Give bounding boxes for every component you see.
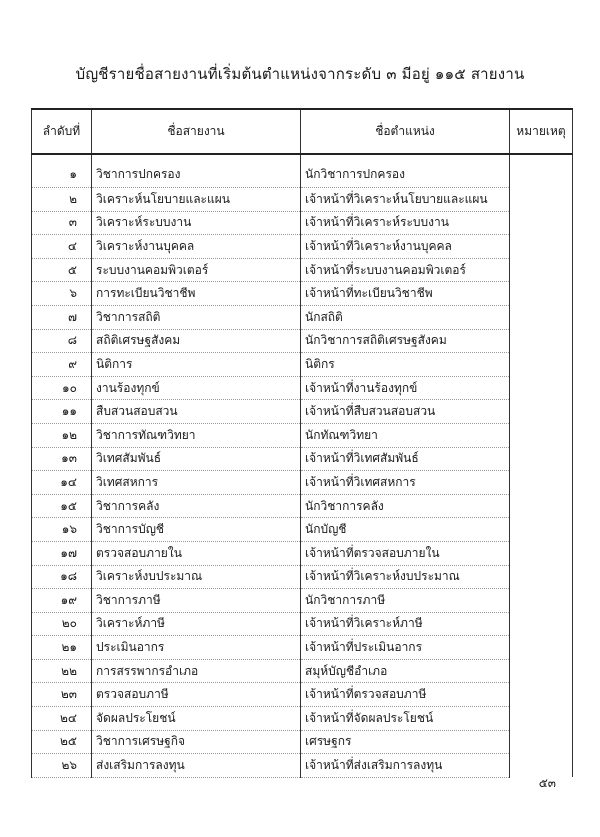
position-name: เจ้าหน้าที่วิเคราะห์ระบบงาน	[301, 211, 510, 235]
row-number: ๑๐	[32, 376, 92, 400]
field-name: วิชาการคลัง	[92, 494, 301, 518]
table-row	[32, 282, 573, 306]
field-name: ตรวจสอบภายใน	[92, 541, 301, 565]
table-row	[32, 447, 573, 471]
note-cell	[510, 329, 573, 353]
row-number: ๒๖	[32, 754, 92, 778]
table-row	[32, 636, 573, 660]
row-number: ๑๑	[32, 400, 92, 424]
table-row	[32, 329, 573, 353]
table-row	[32, 707, 573, 731]
table-row	[32, 258, 573, 282]
position-name: เจ้าหน้าที่ระบบงานคอมพิวเตอร์	[301, 258, 510, 282]
table-row	[32, 400, 573, 424]
field-name: วิเคราะห์นโยบายและแผน	[92, 188, 301, 212]
table-body	[32, 154, 573, 777]
table-row	[32, 423, 573, 447]
position-name: เจ้าหน้าที่ตรวจสอบภาษี	[301, 683, 510, 707]
position-name: เจ้าหน้าที่ทะเบียนวิชาชีพ	[301, 282, 510, 306]
note-cell	[510, 305, 573, 329]
note-cell	[510, 683, 573, 707]
note-cell	[510, 730, 573, 754]
row-number: ๒๓	[32, 683, 92, 707]
header-note: หมายเหตุ	[510, 109, 573, 154]
table-row	[32, 683, 573, 707]
field-name: ประเมินอากร	[92, 636, 301, 660]
field-name: วิชาการสถิติ	[92, 305, 301, 329]
field-name: วิเทศสหการ	[92, 471, 301, 495]
note-cell	[510, 423, 573, 447]
positions-table-container	[31, 108, 572, 778]
table-row	[32, 154, 573, 188]
field-name: วิชาการบัญชี	[92, 518, 301, 542]
field-name: นิติการ	[92, 353, 301, 377]
field-name: จัดผลประโยชน์	[92, 707, 301, 731]
field-name: วิเคราะห์ระบบงาน	[92, 211, 301, 235]
field-name: วิเคราะห์งบประมาณ	[92, 565, 301, 589]
note-cell	[510, 235, 573, 259]
position-name: เจ้าหน้าที่จัดผลประโยชน์	[301, 707, 510, 731]
row-number: ๑๕	[32, 494, 92, 518]
table-row	[32, 589, 573, 613]
page-title: บัญชีรายชื่อสายงานที่เริ่มต้นตำแหน่งจากระดับ ๓ มีอยู่ ๑๑๕ สายงาน	[75, 65, 525, 83]
field-name: ส่งเสริมการลงทุน	[92, 754, 301, 778]
position-name: นักวิชาการสถิติเศรษฐสังคม	[301, 329, 510, 353]
note-cell	[510, 400, 573, 424]
note-cell	[510, 471, 573, 495]
field-name: วิเคราะห์งานบุคคล	[92, 235, 301, 259]
field-name: งานร้องทุกข์	[92, 376, 301, 400]
row-number: ๑๔	[32, 471, 92, 495]
row-number: ๑๘	[32, 565, 92, 589]
table-row	[32, 353, 573, 377]
position-name: เจ้าหน้าที่ส่งเสริมการลงทุน	[301, 754, 510, 778]
note-cell	[510, 282, 573, 306]
field-name: วิชาการเศรษฐกิจ	[92, 730, 301, 754]
position-name: นักบัญชี	[301, 518, 510, 542]
table-row	[32, 471, 573, 495]
note-cell	[510, 211, 573, 235]
row-number: ๒๕	[32, 730, 92, 754]
row-number: ๗	[32, 305, 92, 329]
header-field: ชื่อสายงาน	[92, 109, 301, 154]
field-name: การทะเบียนวิชาชีพ	[92, 282, 301, 306]
row-number: ๕	[32, 258, 92, 282]
row-number: ๒๐	[32, 612, 92, 636]
row-number: ๑๓	[32, 447, 92, 471]
position-name: เจ้าหน้าที่ตรวจสอบภายใน	[301, 541, 510, 565]
field-name: วิชาการทัณฑวิทยา	[92, 423, 301, 447]
row-number: ๑๖	[32, 518, 92, 542]
table-row	[32, 565, 573, 589]
row-number: ๙	[32, 353, 92, 377]
table-row	[32, 305, 573, 329]
position-name: เจ้าหน้าที่วิเคราะห์นโยบายและแผน	[301, 188, 510, 212]
note-cell	[510, 636, 573, 660]
field-name: วิเทศสัมพันธ์	[92, 447, 301, 471]
position-name: เจ้าหน้าที่สืบสวนสอบสวน	[301, 400, 510, 424]
row-number: ๒๒	[32, 659, 92, 683]
header-no: ลำดับที่	[32, 109, 92, 154]
note-cell	[510, 518, 573, 542]
field-name: ตรวจสอบภาษี	[92, 683, 301, 707]
note-cell	[510, 659, 573, 683]
note-cell	[510, 565, 573, 589]
row-number: ๓	[32, 211, 92, 235]
note-cell	[510, 154, 573, 188]
note-cell	[510, 541, 573, 565]
position-name: เจ้าหน้าที่วิเคราะห์งานบุคคล	[301, 235, 510, 259]
note-cell	[510, 188, 573, 212]
note-cell	[510, 494, 573, 518]
table-row	[32, 754, 573, 778]
position-name: นักทัณฑวิทยา	[301, 423, 510, 447]
note-cell	[510, 258, 573, 282]
row-number: ๑๒	[32, 423, 92, 447]
positions-table	[31, 108, 573, 778]
table-header-row	[32, 109, 573, 154]
row-number: ๒๔	[32, 707, 92, 731]
position-name: เจ้าหน้าที่วิเคราะห์งบประมาณ	[301, 565, 510, 589]
position-name: นักวิชาการปกครอง	[301, 154, 510, 188]
table-row	[32, 494, 573, 518]
table-row	[32, 730, 573, 754]
table-row	[32, 612, 573, 636]
table-row	[32, 659, 573, 683]
table-row	[32, 235, 573, 259]
row-number: ๑๙	[32, 589, 92, 613]
position-name: เจ้าหน้าที่ประเมินอากร	[301, 636, 510, 660]
header-position: ชื่อตำแหน่ง	[301, 109, 510, 154]
row-number: ๒	[32, 188, 92, 212]
position-name: นิติกร	[301, 353, 510, 377]
field-name: วิเคราะห์ภาษี	[92, 612, 301, 636]
row-number: ๑๗	[32, 541, 92, 565]
table-row	[32, 541, 573, 565]
note-cell	[510, 612, 573, 636]
position-name: เจ้าหน้าที่วิเคราะห์ภาษี	[301, 612, 510, 636]
position-name: เจ้าหน้าที่งานร้องทุกข์	[301, 376, 510, 400]
row-number: ๒๑	[32, 636, 92, 660]
position-name: เศรษฐกร	[301, 730, 510, 754]
field-name: วิชาการภาษี	[92, 589, 301, 613]
row-number: ๘	[32, 329, 92, 353]
row-number: ๔	[32, 235, 92, 259]
position-name: นักสถิติ	[301, 305, 510, 329]
table-row	[32, 211, 573, 235]
field-name: การสรรพากรอำเภอ	[92, 659, 301, 683]
field-name: สืบสวนสอบสวน	[92, 400, 301, 424]
row-number: ๖	[32, 282, 92, 306]
note-cell	[510, 376, 573, 400]
table-row	[32, 188, 573, 212]
position-name: เจ้าหน้าที่วิเทศสหการ	[301, 471, 510, 495]
position-name: เจ้าหน้าที่วิเทศสัมพันธ์	[301, 447, 510, 471]
field-name: วิชาการปกครอง	[92, 154, 301, 188]
note-cell	[510, 707, 573, 731]
page-number: ๕๓	[538, 776, 556, 790]
position-name: สมุห์บัญชีอำเภอ	[301, 659, 510, 683]
row-number: ๑	[32, 154, 92, 188]
field-name: ระบบงานคอมพิวเตอร์	[92, 258, 301, 282]
note-cell	[510, 353, 573, 377]
table-row	[32, 518, 573, 542]
note-cell	[510, 447, 573, 471]
table-row	[32, 376, 573, 400]
position-name: นักวิชาการภาษี	[301, 589, 510, 613]
field-name: สถิติเศรษฐสังคม	[92, 329, 301, 353]
note-cell	[510, 589, 573, 613]
position-name: นักวิชาการคลัง	[301, 494, 510, 518]
